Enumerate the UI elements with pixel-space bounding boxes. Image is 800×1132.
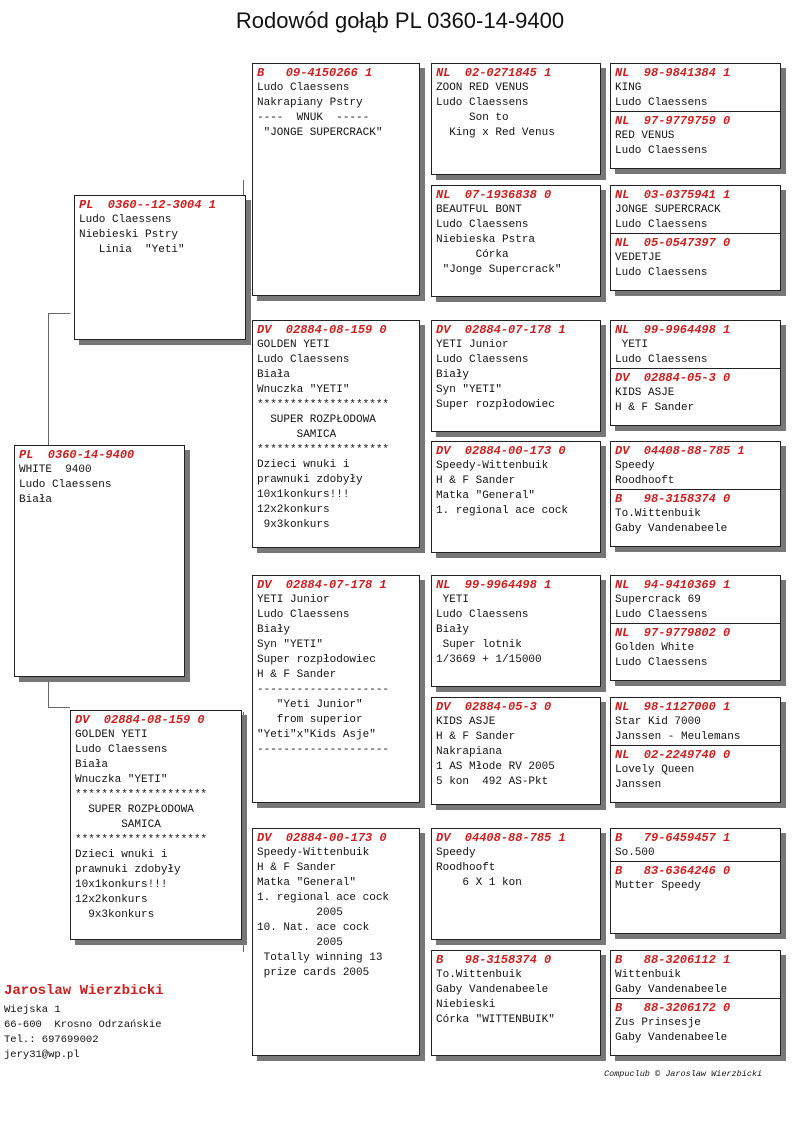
info-line: GOLDEN YETI [257, 339, 330, 351]
owner-phone: Tel.: 697699002 [4, 1034, 99, 1046]
info-line: Niebieska Pstra [436, 234, 536, 246]
info-line: ******************** [257, 399, 390, 411]
info-line: prawnuki zdobyły [75, 864, 181, 876]
ancestor-pair-card[interactable] [610, 320, 781, 426]
info-line: Syn "YETI" [257, 639, 324, 651]
ancestor-entry [611, 998, 780, 1046]
connector [243, 712, 244, 952]
info-line: 10. Nat. ace cock [257, 922, 370, 934]
info-line: Son to [436, 112, 509, 124]
info-line: Star Kid 7000 [615, 716, 701, 728]
ancestor-entry [611, 951, 780, 998]
info-line: Ludo Claessens [615, 219, 708, 231]
ancestor-pair-card[interactable] [610, 950, 781, 1056]
ancestor-entry [611, 64, 780, 111]
ancestor-entry [611, 321, 780, 368]
info-line: 1. regional ace cock [436, 505, 569, 517]
info-line: from superior [257, 714, 363, 726]
ancestor-entry [611, 442, 780, 489]
ancestor-pair-card[interactable] [610, 697, 781, 803]
info-line: YETI [436, 594, 470, 606]
info-line: Ludo Claessens [615, 267, 708, 279]
info-line: 10x1konkurs!!! [257, 489, 350, 501]
grandparent-card[interactable] [252, 575, 420, 803]
info-line: H & F Sander [615, 402, 695, 414]
great-grandparent-card[interactable] [431, 950, 601, 1056]
ring-number: B 98-3158374 0 [615, 492, 731, 506]
info-line: 2005 [257, 937, 343, 949]
ring-number: B 98-3158374 0 [436, 953, 552, 967]
connector [423, 620, 424, 740]
info-line: Matka "General" [257, 877, 357, 889]
info-line: Speedy-Wittenbuik [436, 460, 549, 472]
info-line: Biały [257, 624, 291, 636]
info-line: King x Red Venus [436, 127, 555, 139]
info-line: ******************** [75, 834, 208, 846]
info-line: Janssen [615, 779, 662, 791]
info-line: Speedy-Wittenbuik [257, 847, 370, 859]
info-line: H & F Sander [436, 475, 516, 487]
ring-number: NL 98-1127000 1 [615, 700, 731, 714]
info-line: Speedy [436, 847, 476, 859]
great-grandparent-card[interactable] [431, 575, 601, 687]
connector [423, 380, 424, 510]
ancestor-pair-card[interactable] [610, 63, 781, 169]
info-line: Biała [257, 369, 291, 381]
ancestor-pair-card[interactable] [610, 441, 781, 547]
info-line: Nakrapiana [436, 746, 503, 758]
great-grandparent-card[interactable] [431, 320, 601, 432]
info-line: Ludo Claessens [257, 354, 350, 366]
info-line: 12x2konkurs [75, 894, 148, 906]
ring-number: NL 02-0271845 1 [436, 66, 552, 80]
info-line: -------------------- [257, 744, 390, 756]
footer-credit: Compuclub © Jaroslaw Wierzbicki [604, 1069, 763, 1079]
ancestor-entry [611, 861, 780, 894]
info-line: JONGE SUPERCRACK [615, 204, 721, 216]
ancestor-entry [611, 623, 780, 671]
great-grandparent-card[interactable] [431, 63, 601, 175]
ring-number: DV 02884-00-173 0 [257, 831, 387, 845]
info-line: Ludo Claessens [257, 82, 350, 94]
info-line: Ludo Claessens [436, 97, 529, 109]
info-line: Biały [436, 369, 470, 381]
ancestor-pair-card[interactable] [610, 828, 781, 934]
ring-number: NL 98-9841384 1 [615, 66, 731, 80]
info-line: Super lotnik [436, 639, 522, 651]
info-line: H & F Sander [436, 731, 516, 743]
ring-number: B 09-4150266 1 [257, 66, 373, 80]
info-line: Ludo Claessens [257, 609, 350, 621]
info-line: Ludo Claessens [436, 219, 529, 231]
info-line: SAMICA [257, 429, 337, 441]
info-line: GOLDEN YETI [75, 729, 148, 741]
info-line: Mutter Speedy [615, 880, 701, 892]
info-line: 9x3konkurs [257, 519, 330, 531]
grandparent-card[interactable] [252, 320, 420, 548]
ring-number: NL 03-0375941 1 [615, 188, 731, 202]
info-line: Ludo Claessens [615, 657, 708, 669]
ancestor-pair-card[interactable] [610, 575, 781, 681]
ancestor-entry [611, 576, 780, 623]
info-line: Roodhooft [436, 862, 496, 874]
subject-pigeon-card[interactable] [14, 445, 185, 677]
ring-number: DV 02884-07-178 1 [257, 578, 387, 592]
info-line: Speedy [615, 460, 655, 472]
great-grandparent-card[interactable] [431, 441, 601, 553]
info-line: 2005 [257, 907, 343, 919]
connector [423, 870, 424, 1010]
info-line: Zus Prinsesje [615, 1017, 701, 1029]
info-line: "Yeti"x"Kids Asje" [257, 729, 376, 741]
info-line: WHITE 9400 [19, 464, 92, 476]
ancestor-entry [611, 698, 780, 745]
ancestor-entry [611, 368, 780, 416]
connector [48, 313, 70, 314]
info-line: VEDETJE [615, 252, 662, 264]
info-line: Nakrapiany Pstry [257, 97, 363, 109]
ancestor-entry [611, 111, 780, 159]
owner-city: 66-600 Krosno Odrzańskie [4, 1019, 162, 1031]
info-line: SUPER ROZPŁODOWA [75, 804, 194, 816]
ring-number: NL 07-1936838 0 [436, 188, 552, 202]
info-line: Totally winning 13 [257, 952, 383, 964]
ancestor-entry [611, 233, 780, 281]
info-line: Ludo Claessens [615, 145, 708, 157]
great-grandparent-card[interactable] [431, 828, 601, 940]
connector [423, 120, 424, 230]
info-line: 1. regional ace cock [257, 892, 390, 904]
info-line: YETI Junior [257, 594, 330, 606]
info-line: KIDS ASJE [436, 716, 496, 728]
info-line: Ludo Claessens [19, 479, 112, 491]
info-line: 9x3konkurs [75, 909, 155, 921]
ancestor-entry [611, 745, 780, 793]
ancestor-entry [611, 186, 780, 233]
info-line: Wnuczka "YETI" [257, 384, 350, 396]
info-line: RED VENUS [615, 130, 675, 142]
info-line: Gaby Vandenabeele [615, 1032, 728, 1044]
info-line: BEAUTFUL BONT [436, 204, 522, 216]
ring-number: B 79-6459457 1 [615, 831, 731, 845]
info-line: KING [615, 82, 642, 94]
ring-number: NL 97-9779802 0 [615, 626, 731, 640]
info-line: 1/3669 + 1/15000 [436, 654, 542, 666]
info-line: "Jonge Supercrack" [436, 264, 562, 276]
ring-number: DV 04408-88-785 1 [615, 444, 745, 458]
grandparent-card[interactable] [252, 828, 420, 1056]
info-line: YETI Junior [436, 339, 509, 351]
info-line: ---- WNUK ----- [257, 112, 370, 124]
info-line: Gaby Vandenabeele [615, 523, 728, 535]
ring-number: NL 97-9779759 0 [615, 114, 731, 128]
info-line: 12x2konkurs [257, 504, 330, 516]
ring-number: B 88-3206112 1 [615, 953, 731, 967]
info-line: To.Wittenbuik [615, 508, 701, 520]
info-line: Gaby Vandenabeele [615, 984, 728, 996]
info-line: -------------------- [257, 684, 390, 696]
info-line: To.Wittenbuik [436, 969, 522, 981]
info-line: Ludo Claessens [79, 214, 172, 226]
info-line: Super rozpłodowiec [436, 399, 555, 411]
info-line: SAMICA [75, 819, 161, 831]
info-line: "Yeti Junior" [257, 699, 363, 711]
ring-number: NL 94-9410369 1 [615, 578, 731, 592]
info-line: Córka [436, 249, 509, 261]
ring-number: PL 0360-14-9400 [19, 448, 135, 462]
grandparent-card[interactable] [252, 63, 420, 296]
ancestor-entry [611, 489, 780, 537]
info-line: Biała [75, 759, 109, 771]
ring-number: DV 04408-88-785 1 [436, 831, 566, 845]
info-line: Biała [19, 494, 53, 506]
info-line: 6 X 1 kon [436, 877, 522, 889]
ring-number: B 83-6364246 0 [615, 864, 731, 878]
info-line: H & F Sander [257, 669, 337, 681]
ring-number: NL 99-9964498 1 [436, 578, 552, 592]
info-line: prize cards 2005 [257, 967, 370, 979]
info-line: Niebieski [436, 999, 496, 1011]
info-line: "JONGE SUPERCRACK" [257, 127, 383, 139]
info-line: Super rozpłodowiec [257, 654, 376, 666]
info-line: Ludo Claessens [615, 97, 708, 109]
info-line: Niebieski Pstry [79, 229, 179, 241]
ring-number: B 88-3206172 0 [615, 1001, 731, 1015]
info-line: SUPER ROZPŁODOWA [257, 414, 376, 426]
info-line: YETI [615, 339, 649, 351]
info-line: Gaby Vandenabeele [436, 984, 549, 996]
info-line: Wittenbuik [615, 969, 682, 981]
info-line: KIDS ASJE [615, 387, 675, 399]
info-line: Ludo Claessens [75, 744, 168, 756]
info-line: Dzieci wnuki i [75, 849, 168, 861]
owner-email[interactable]: jery31@wp.pl [4, 1049, 80, 1061]
info-line: So.500 [615, 847, 655, 859]
info-line: ******************** [75, 789, 208, 801]
ring-number: DV 02884-05-3 0 [436, 700, 552, 714]
ring-number: DV 02884-08-159 0 [75, 713, 205, 727]
ancestor-entry [611, 829, 780, 861]
info-line: Syn "YETI" [436, 384, 503, 396]
info-line: Linia "Yeti" [79, 244, 185, 256]
ring-number: DV 02884-07-178 1 [436, 323, 566, 337]
pedigree-title: Rodowód gołąb PL 0360-14-9400 [235, 8, 565, 33]
info-line: 1 AS Młode RV 2005 [436, 761, 555, 773]
owner-name: Jaroslaw Wierzbicki [4, 983, 164, 999]
info-line: Ludo Claessens [436, 609, 529, 621]
great-grandparent-card[interactable] [431, 697, 601, 805]
info-line: Ludo Claessens [615, 354, 708, 366]
info-line: 5 kon 492 AS-Pkt [436, 776, 549, 788]
info-line: Ludo Claessens [436, 354, 529, 366]
great-grandparent-card[interactable] [431, 185, 601, 297]
info-line: Biały [436, 624, 470, 636]
info-line: Ludo Claessens [615, 609, 708, 621]
sire-card[interactable] [74, 195, 246, 340]
info-line: Lovely Queen [615, 764, 695, 776]
info-line: Dzieci wnuki i [257, 459, 350, 471]
dam-card[interactable] [70, 710, 242, 940]
ring-number: NL 02-2249740 0 [615, 748, 731, 762]
ring-number: PL 0360--12-3004 1 [79, 198, 216, 212]
ring-number: DV 02884-05-3 0 [615, 371, 731, 385]
info-line: ZOON RED VENUS [436, 82, 529, 94]
info-line: 10x1konkurs!!! [75, 879, 168, 891]
info-line: Matka "General" [436, 490, 536, 502]
owner-street: Wiejska 1 [4, 1004, 61, 1016]
ring-number: DV 02884-00-173 0 [436, 444, 566, 458]
info-line: Janssen - Meulemans [615, 731, 741, 743]
info-line: Supercrack 69 [615, 594, 701, 606]
info-line: H & F Sander [257, 862, 337, 874]
info-line: Golden White [615, 642, 695, 654]
ring-number: NL 05-0547397 0 [615, 236, 731, 250]
ancestor-pair-card[interactable] [610, 185, 781, 291]
info-line: Roodhooft [615, 475, 675, 487]
info-line: prawnuki zdobyły [257, 474, 363, 486]
info-line: Córka "WITTENBUIK" [436, 1014, 555, 1026]
ring-number: NL 99-9964498 1 [615, 323, 731, 337]
ring-number: DV 02884-08-159 0 [257, 323, 387, 337]
connector [48, 707, 70, 708]
info-line: Wnuczka "YETI" [75, 774, 168, 786]
info-line: ******************** [257, 444, 390, 456]
